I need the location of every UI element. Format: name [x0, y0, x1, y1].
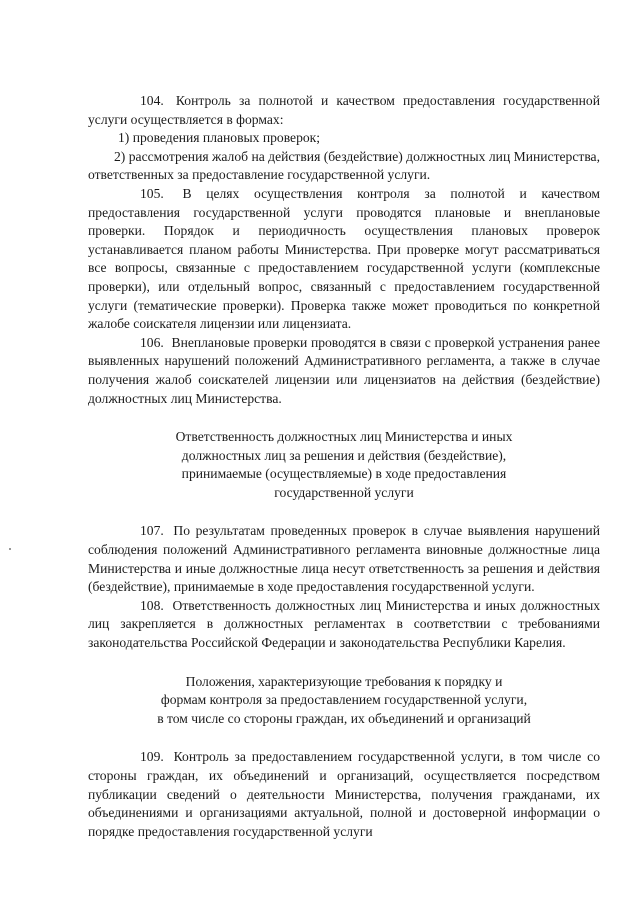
- list-item-1: 1) проведения плановых проверок;: [118, 130, 321, 146]
- paragraph-number: 109.: [140, 749, 164, 765]
- paragraph-number: 104.: [140, 93, 164, 108]
- paragraph-109: [88, 748, 600, 841]
- heading-line: должностных лиц за решения и действия (бездействие),: [181, 447, 507, 463]
- heading-line: Ответственность должностных лиц Министерства и иных: [175, 429, 513, 445]
- scan-speck: [9, 548, 11, 550]
- paragraph-text: В целях осуществления контроля за полнотой и качеством предоставления государственной услуги проводятся плановые и внеплановые проверки. Порядок и периодичность осуществления плановых проверок устанавливается планом работы Министерства. При проверке могут рассматриваться все вопросы, связанные с предоставлением государственной услуги (комплексные проверки), или отдельный вопрос, связанный с предоставлением государственной услуги (тематические проверки). Проверка также может проводиться по конкретной жалобе соискателя лицензии или лицензиата.: [88, 185, 600, 332]
- heading-line: принимаемые (осуществляемые) в ходе предоставления: [181, 466, 507, 482]
- paragraph-number: 106.: [140, 334, 164, 350]
- paragraph-number: 105.: [140, 185, 164, 201]
- paragraph-text: Контроль за полнотой и качеством предоставления государственной услуги осуществляется в формах:: [88, 93, 600, 127]
- paragraph-number: 108.: [140, 597, 164, 613]
- paragraph-text: Ответственность должностных лиц Министерства и иных должностных лиц закрепляется в должностных регламентах в соответствии с требованиями законодательства Российской Федерации и законодательства Республики Карелия.: [88, 597, 600, 651]
- heading-line: Положения, характеризующие требования к порядку и: [185, 673, 503, 689]
- paragraph-text: По результатам проведенных проверок в случае выявления нарушений соблюдения положений Административного регламента виновные должностные лица Министерства и иные должностные лица несут ответственность за решения и действия (бездействие), принимаемые в ходе предоставления государственной услуги.: [88, 523, 600, 595]
- paragraph-104: [88, 92, 600, 129]
- paragraph-108: [88, 597, 600, 653]
- section-heading-responsibility: [88, 428, 600, 502]
- section-heading-control-forms: [88, 673, 600, 729]
- paragraph-107: [88, 522, 600, 596]
- paragraph-105: [88, 185, 600, 334]
- heading-line: государственной услуги: [274, 484, 414, 500]
- heading-line: в том числе со стороны граждан, их объединений и организаций: [157, 710, 531, 726]
- paragraph-106: [88, 334, 600, 408]
- document-page: [88, 92, 600, 841]
- paragraph-text: Контроль за предоставлением государственной услуги, в том числе со стороны граждан, их объединений и организаций, осуществляется посредством публикации сведений о деятельности Министерства, получения гражданами, их объединениями и организациями актуальной, полной и достоверной информации о порядке предоставления государственной услуги: [88, 749, 600, 839]
- paragraph-text: Внеплановые проверки проводятся в связи с проверкой устранения ранее выявленных нарушений положений Административного регламента, а также в случае получения жалоб соискателей лицензии или лицензиатов на действия (бездействие) должностных лиц Министерства.: [88, 334, 600, 406]
- heading-line: формам контроля за предоставлением государственной услуги,: [160, 692, 528, 708]
- list-item-2: 2) рассмотрения жалоб на действия (бездействие) должностных лиц Министерства, ответственных за предоставление государственной услуги.: [88, 148, 600, 183]
- paragraph-number: 107.: [140, 523, 164, 539]
